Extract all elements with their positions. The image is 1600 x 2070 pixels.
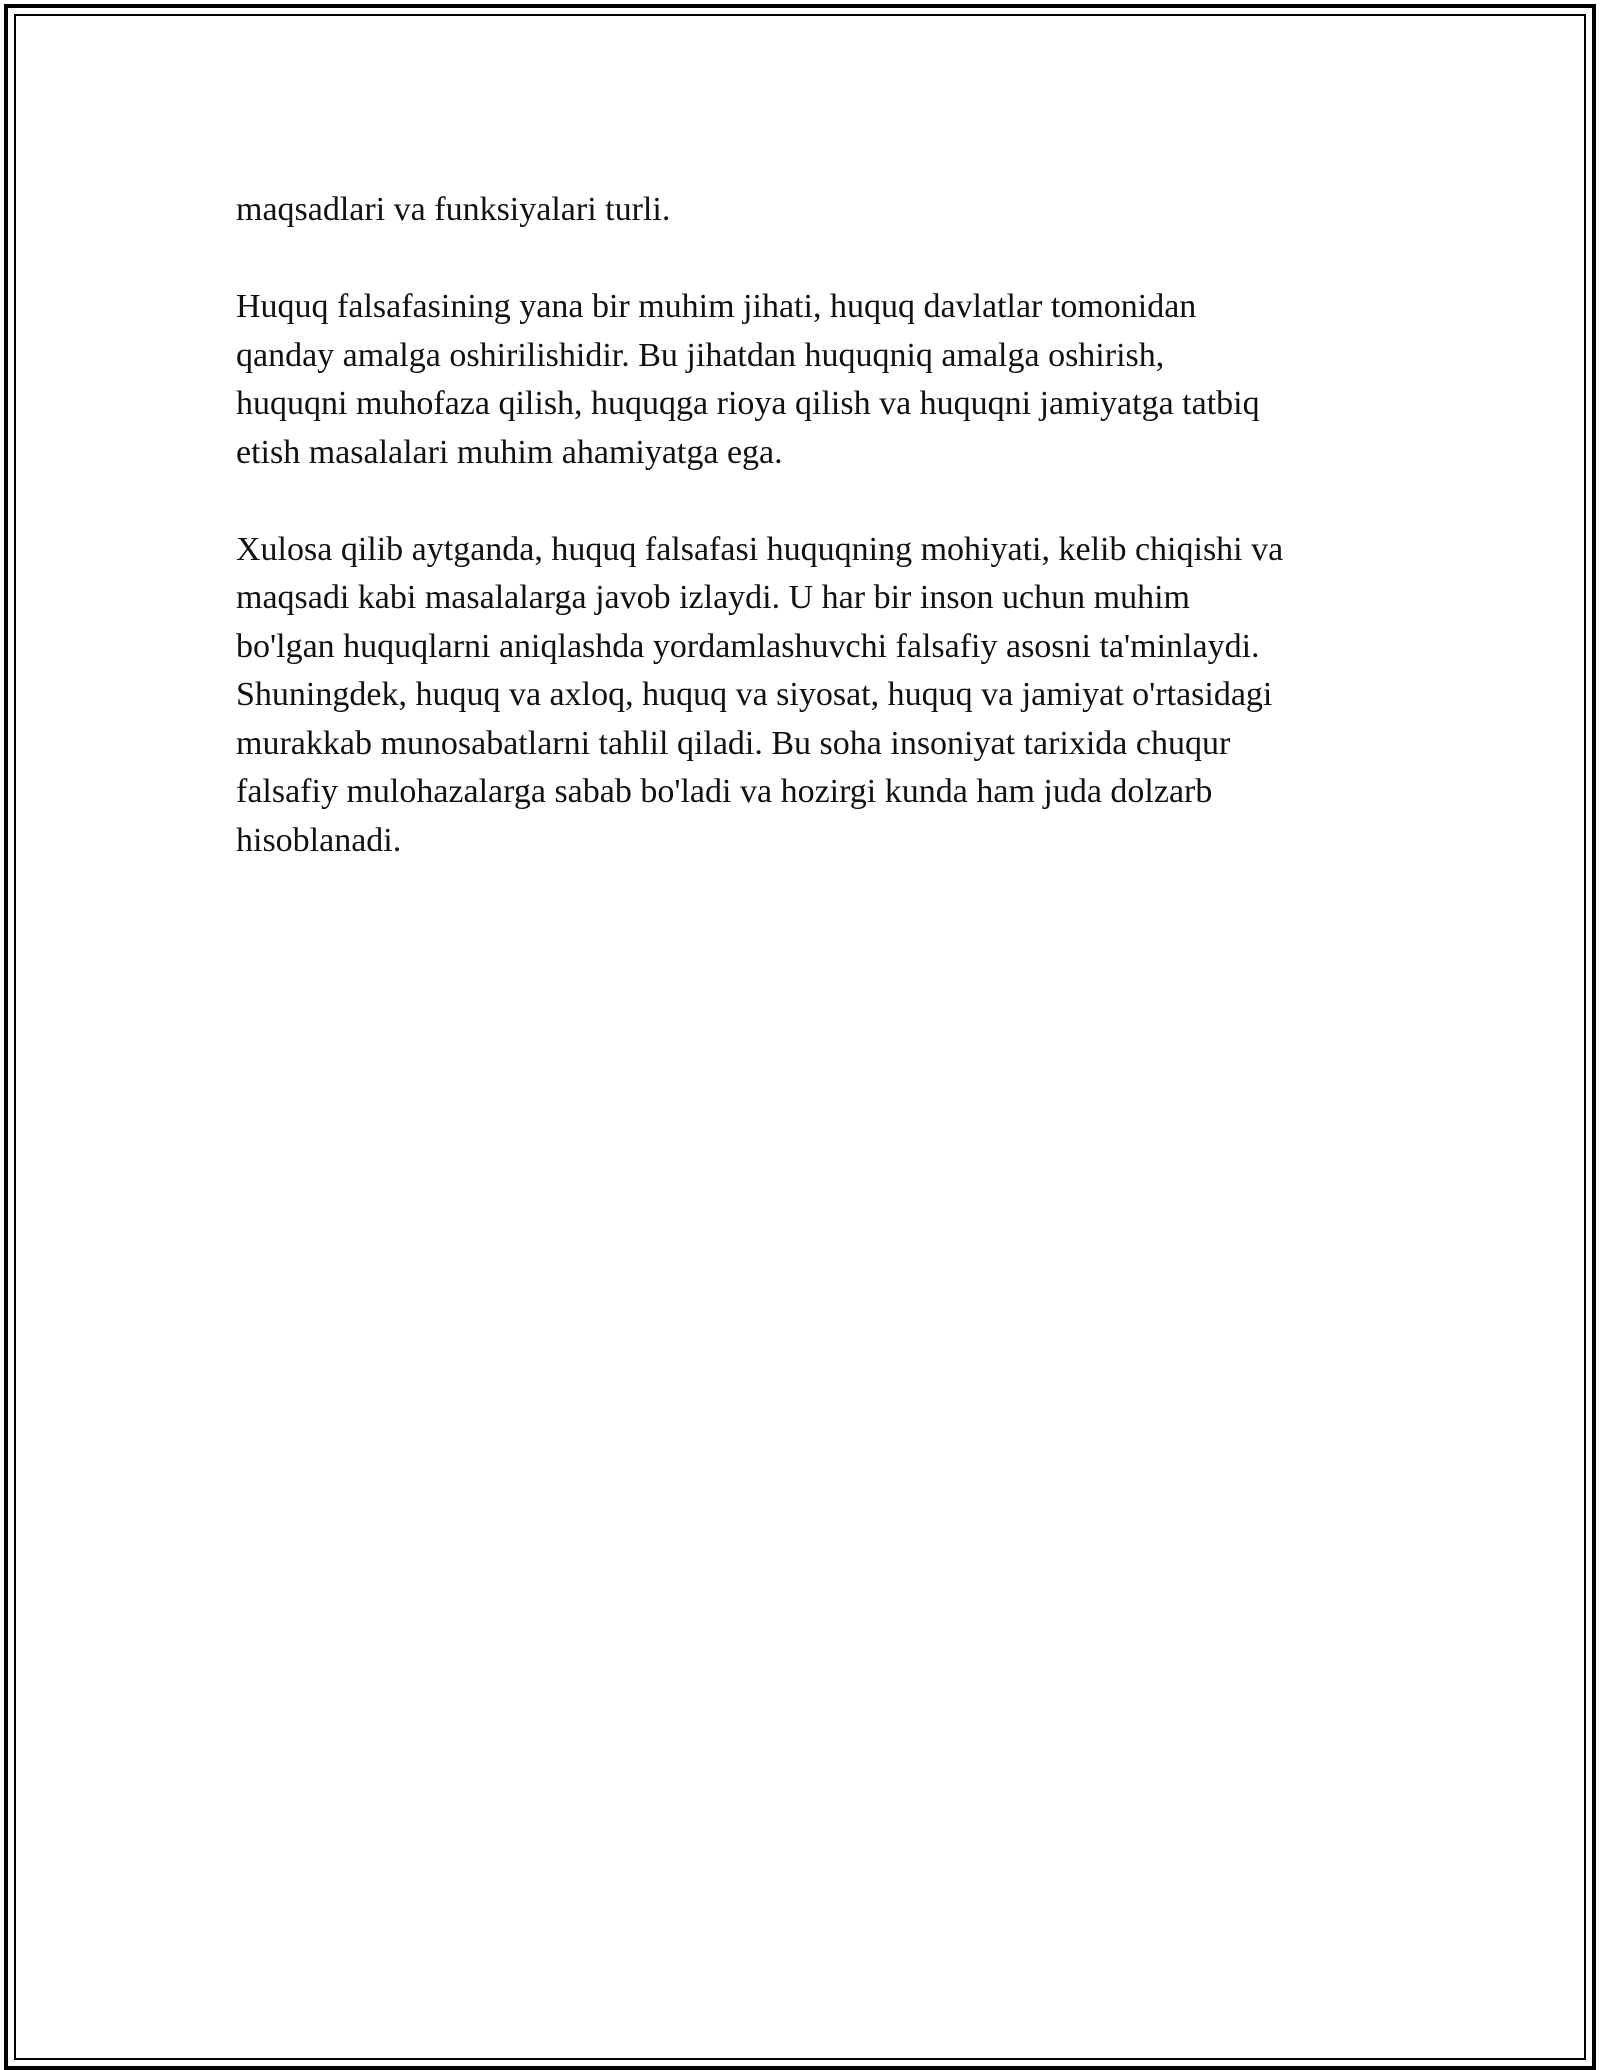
paragraph-implementation: Huquq falsafasining yana bir muhim jihati, huquq davlatlar tomonidan qanday amalga oshirilishidir. Bu jihatdan huquqniq amalga oshirish, huquqni muhofaza qilish, huquqga rioya qilish va huquqni jamiyatga tatbiq etish masalalari muhim ahamiyatga ega. [236, 288, 1260, 471]
paragraph-conclusion: Xulosa qilib aytganda, huquq falsafasi huquqning mohiyati, kelib chiqishi va maqsadi kabi masalalarga javob izlaydi. U har bir inson uchun muhim bo'lgan huquqlarni aniqlashda yordamlashuvchi falsafiy asosni ta'minlaydi. Shuningdek, huquq va axloq, huquq va siyosat, huquq va jamiyat o'rtasidagi murakkab munosabatlarni tahlil qiladi. Bu soha insoniyat tarixida chuqur falsafiy mulohazalarga sabab bo'ladi va hozirgi kunda ham juda dolzarb hisoblanadi. [236, 530, 1284, 859]
document-body [236, 186, 1376, 914]
paragraph-continuation: maqsadlari va funksiyalari turli. [236, 191, 671, 228]
